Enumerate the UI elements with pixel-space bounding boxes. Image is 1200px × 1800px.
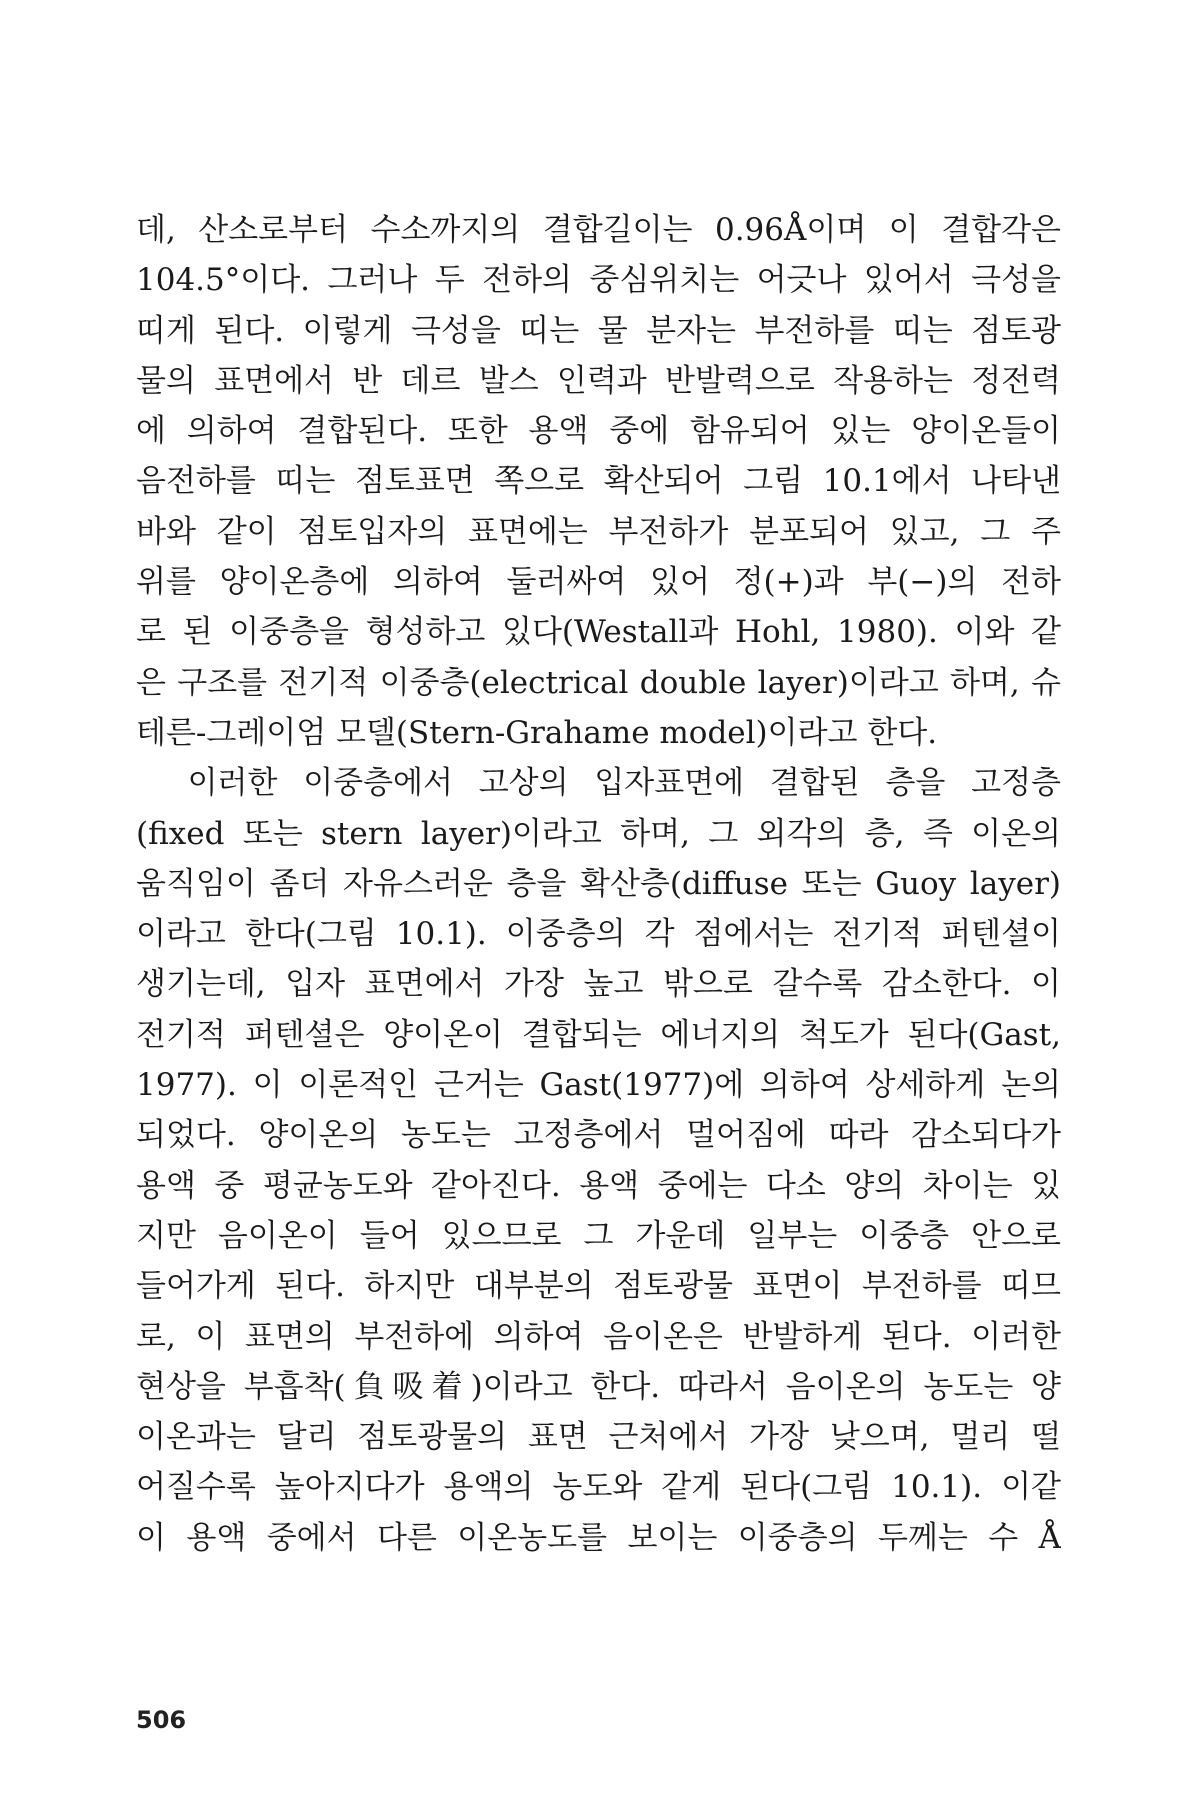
text-line-26: 어질수록 높아지다가 용액의 농도와 같게 된다(그림 10.1). 이같 <box>136 1469 1061 1506</box>
text-line-12: 이러한 이중층에서 고상의 입자표면에 결합된 층을 고정층 <box>136 765 1061 802</box>
text-line-22: 들어가게 된다. 하지만 대부분의 점토광물 표면이 부전하를 띠므 <box>136 1268 1061 1305</box>
text-line-8: 위를 양이온층에 의하여 둘러싸여 있어 정(+)과 부(−)의 전하 <box>136 564 1061 601</box>
body-text <box>136 205 1061 1563</box>
text-line-17: 전기적 퍼텐셜은 양이온이 결합되는 에너지의 척도가 된다(Gast, <box>136 1016 1061 1053</box>
text-line-6: 음전하를 띠는 점토표면 쪽으로 확산되어 그림 10.1에서 나타낸 <box>136 463 1061 500</box>
text-line-16: 생기는데, 입자 표면에서 가장 높고 밖으로 갈수록 감소한다. 이 <box>136 966 1061 1003</box>
text-line-10: 은 구조를 전기적 이중층(electrical double layer)이라고 하며, 슈 <box>136 664 1061 701</box>
text-line-24: 현상을 부흡착(負吸着)이라고 한다. 따라서 음이온의 농도는 양 <box>136 1368 1061 1405</box>
text-line-19: 되었다. 양이온의 농도는 고정층에서 멀어짐에 따라 감소되다가 <box>136 1117 1061 1154</box>
text-line-3: 띠게 된다. 이렇게 극성을 띠는 물 분자는 부전하를 띠는 점토광 <box>136 312 1061 349</box>
text-line-14: 움직임이 좀더 자유스러운 층을 확산층(diffuse 또는 Guoy layer) <box>136 865 1061 902</box>
text-line-23: 로, 이 표면의 부전하에 의하여 음이온은 반발하게 된다. 이러한 <box>136 1318 1061 1355</box>
text-line-2: 104.5°이다. 그러나 두 전하의 중심위치는 어긋나 있어서 극성을 <box>136 262 1061 299</box>
text-line-21: 지만 음이온이 들어 있으므로 그 가운데 일부는 이중층 안으로 <box>136 1217 1061 1254</box>
text-line-15: 이라고 한다(그림 10.1). 이중층의 각 점에서는 전기적 퍼텐셜이 <box>136 916 1061 953</box>
text-line-9: 로 된 이중층을 형성하고 있다(Westall과 Hohl, 1980). 이와 같 <box>136 614 1061 651</box>
text-line-4: 물의 표면에서 반 데르 발스 인력과 반발력으로 작용하는 정전력 <box>136 362 1061 399</box>
text-line-18: 1977). 이 이론적인 근거는 Gast(1977)에 의하여 상세하게 논의 <box>136 1067 1061 1104</box>
text-line-13: (fixed 또는 stern layer)이라고 하며, 그 외각의 층, 즉 이온의 <box>136 815 1061 852</box>
text-line-7: 바와 같이 점토입자의 표면에는 부전하가 분포되어 있고, 그 주 <box>136 513 1061 550</box>
text-line-11: 테른-그레이엄 모델(Stern-Grahame model)이라고 한다. <box>136 714 938 751</box>
text-line-1: 데, 산소로부터 수소까지의 결합길이는 0.96Å이며 이 결합각은 <box>136 212 1061 248</box>
page-number: 506 <box>136 1706 187 1734</box>
text-line-27: 이 용액 중에서 다른 이온농도를 보이는 이중층의 두께는 수 Å <box>136 1519 1061 1556</box>
text-line-20: 용액 중 평균농도와 같아진다. 용액 중에는 다소 양의 차이는 있 <box>136 1167 1061 1204</box>
text-line-5: 에 의하여 결합된다. 또한 용액 중에 함유되어 있는 양이온들이 <box>136 413 1061 450</box>
text-line-25: 이온과는 달리 점토광물의 표면 근처에서 가장 낮으며, 멀리 떨 <box>136 1419 1061 1456</box>
